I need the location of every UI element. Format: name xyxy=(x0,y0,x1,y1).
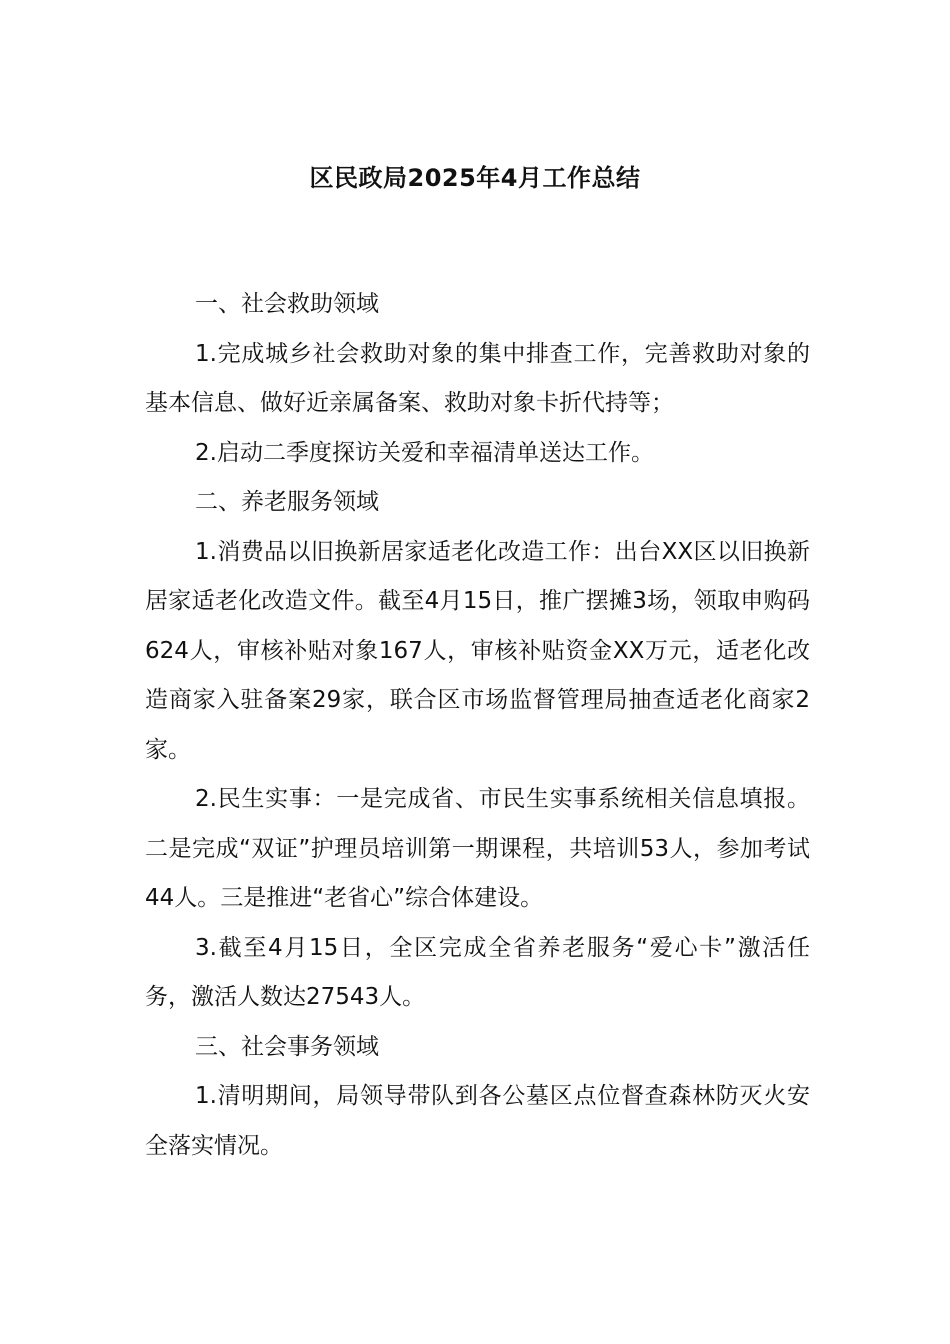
paragraph-assistance-item-1: 1.完成城乡社会救助对象的集中排查工作，完善救助对象的基本信息、做好近亲属备案、救助对象卡折代持等； xyxy=(145,340,810,416)
document-title: 区民政局2025年4月工作总结 xyxy=(309,164,641,192)
paragraph-affairs-item-1: 1.清明期间，局领导带队到各公墓区点位督查森林防灭火安全落实情况。 xyxy=(145,1083,810,1159)
paragraph-elderly-item-2: 2.民生实事：一是完成省、市民生实事系统相关信息填报。二是完成“双证”护理员培训第一期课程，共培训53人，参加考试44人。三是推进“老省心”综合体建设。 xyxy=(145,786,810,911)
paragraph-assistance-item-2: 2.启动二季度探访关爱和幸福清单送达工作。 xyxy=(195,439,654,466)
document-body xyxy=(145,280,810,1171)
section-heading-elderly-services: 二、养老服务领域 xyxy=(195,489,379,515)
paragraph-elderly-item-1: 1.消费品以旧换新居家适老化改造工作：出台XX区以旧换新居家适老化改造文件。截至4月15日，推广摆摊3场，领取申购码624人，审核补贴对象167人，审核补贴资金XX万元，适老化改造商家入驻备案29家，联合区市场监督管理局抽查适老化商家2家。 xyxy=(145,538,810,763)
paragraph-elderly-item-3: 3.截至4月15日，全区完成全省养老服务“爱心卡”激活任务，激活人数达27543人。 xyxy=(145,934,810,1010)
section-heading-social-affairs: 三、社会事务领域 xyxy=(195,1033,379,1060)
section-heading-social-assistance: 一、社会救助领域 xyxy=(195,291,379,317)
